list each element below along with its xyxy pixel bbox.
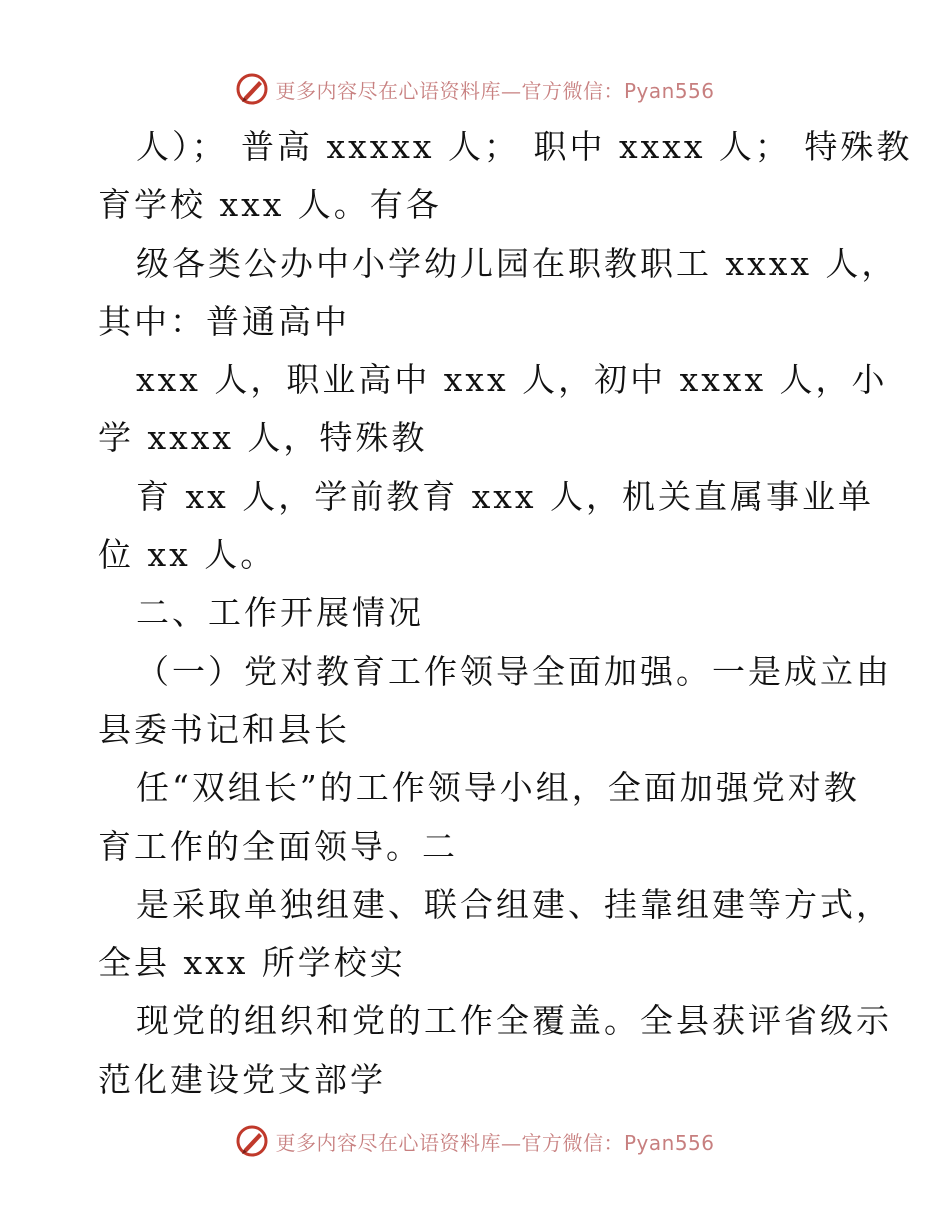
text-line: 全县 xxx 所学校实 xyxy=(98,943,406,983)
text-line: 育工作的全面领导。二 xyxy=(98,826,458,866)
header-watermark xyxy=(0,72,950,106)
watermark-text: 更多内容尽在心语资料库—官方微信：Pyan556 xyxy=(275,1130,715,1155)
text-line: 育学校 xxx 人。有各 xyxy=(98,185,442,225)
pen-seal-logo-icon xyxy=(235,72,269,106)
text-line: （一）党对教育工作领导全面加强。一是成立由 xyxy=(136,651,892,691)
text-line: 县委书记和县长 xyxy=(98,709,350,749)
pen-seal-logo-icon xyxy=(235,1124,269,1158)
text-line: 现党的组织和党的工作全覆盖。全县获评省级示 xyxy=(136,1001,892,1041)
text-line: 范化建设党支部学 xyxy=(98,1059,386,1099)
text-line: 育 xx 人，学前教育 xxx 人，机关直属事业单 xyxy=(136,476,875,516)
document-body xyxy=(98,118,913,1109)
text-line: 其中：普通高中 xyxy=(98,301,350,341)
text-line: 是采取单独组建、联合组建、挂靠组建等方式， xyxy=(136,884,892,924)
footer-watermark xyxy=(0,1124,950,1158)
text-line: 位 xx 人。 xyxy=(98,535,277,575)
text-line: 任“双组长”的工作领导小组，全面加强党对教 xyxy=(136,768,860,808)
text-line: 二、工作开展情况 xyxy=(136,593,424,633)
watermark-text: 更多内容尽在心语资料库—官方微信：Pyan556 xyxy=(275,78,715,103)
text-line: xxx 人，职业高中 xxx 人，初中 xxxx 人，小 xyxy=(136,360,888,400)
text-line: 级各类公办中小学幼儿园在职教职工 xxxx 人， xyxy=(136,243,898,283)
text-line: 人）； 普高 xxxxx 人； 职中 xxxx 人； 特殊教 xyxy=(136,127,913,166)
text-line: 学 xxxx 人，特殊教 xyxy=(98,418,428,458)
